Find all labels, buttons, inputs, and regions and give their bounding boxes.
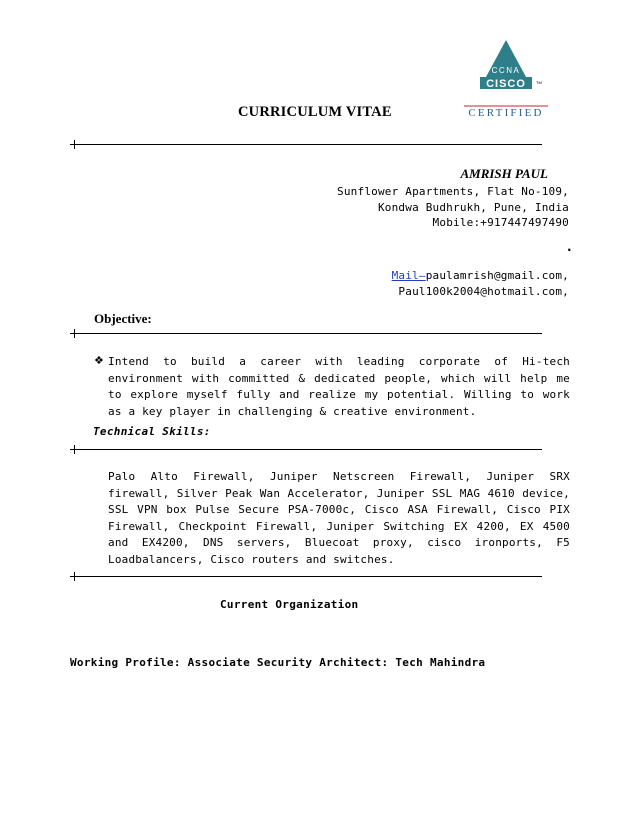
- section-rule: [70, 144, 542, 145]
- technical-skills-text: Palo Alto Firewall, Juniper Netscreen Firewall, Juniper SRX firewall, Silver Peak Wan Accelerator, Juniper SSL MAG 4610 device, SSL VPN box Pulse Secure PSA-7000c, Cisco ASA Firewall, Cisco PIX Firewall, Checkpoint Firewall, Juniper Switching EX 4200, EX 4500 and EX4200, DNS servers, Bluecoat proxy, cisco ironports, F5 Loadbalancers, Cisco routers and switches.: [108, 470, 570, 566]
- mobile-number: Mobile:+917447497490: [432, 216, 569, 229]
- logo-certified-text: CERTIFIED: [468, 107, 544, 119]
- email-secondary: Paul100k2004@hotmail.com,: [398, 285, 569, 298]
- email-line-1: [392, 268, 569, 284]
- ccna-logo-graphic: [462, 40, 554, 120]
- candidate-name: AMRISH PAUL: [460, 166, 548, 181]
- working-profile: Working Profile: Associate Security Architect: Tech Mahindra: [70, 656, 486, 669]
- objective-heading: Objective:: [94, 311, 152, 326]
- mail-link[interactable]: Mail–: [391, 269, 426, 282]
- logo-ccna-text: CCNA: [491, 66, 521, 75]
- email-primary: paulamrish@gmail.com,: [425, 269, 569, 282]
- dot-separator: .: [567, 240, 572, 254]
- section-rule: [70, 576, 542, 577]
- technical-skills-heading: Technical Skills:: [93, 425, 211, 438]
- logo-cisco-text: CISCO: [486, 78, 526, 90]
- address-line-2: Kondwa Budhrukh, Pune, India: [377, 201, 569, 214]
- section-rule: [70, 333, 542, 334]
- ccna-cisco-certified-logo: [462, 40, 554, 120]
- logo-tm-text: TM: [536, 80, 542, 85]
- document-title: CURRICULUM VITAE: [238, 104, 392, 120]
- address-line-1: Sunflower Apartments, Flat No-109,: [337, 185, 569, 198]
- section-rule: [70, 449, 542, 450]
- diamond-bullet-icon: ❖: [94, 354, 104, 367]
- current-organization-heading: Current Organization: [220, 598, 359, 611]
- objective-text: Intend to build a career with leading corporate of Hi-tech environment with committed & dedicated people, which will help me to explore myself fully and realize my potential. Willing to work as a key player in challenging & creative environment.: [108, 355, 570, 418]
